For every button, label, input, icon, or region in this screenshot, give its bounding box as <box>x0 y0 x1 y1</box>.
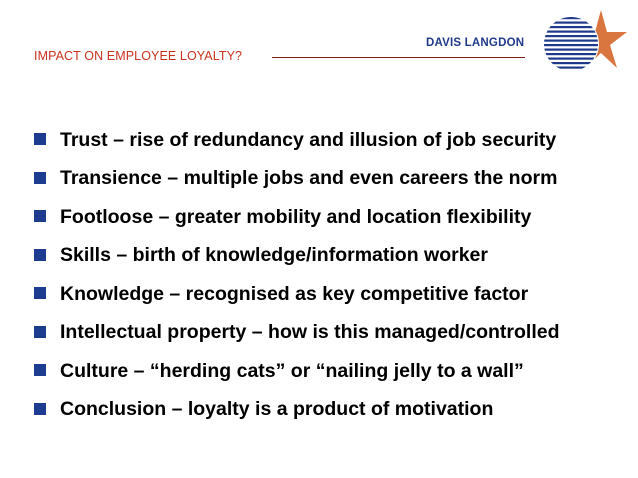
company-name: DAVIS LANGDON <box>426 37 525 49</box>
bullet-square-icon <box>34 326 46 338</box>
list-item <box>34 391 560 430</box>
bullet-text: Conclusion – loyalty is a product of motivation <box>60 398 494 421</box>
bullet-square-icon <box>34 403 46 415</box>
bullet-text: Knowledge – recognised as key competitive factor <box>60 282 529 305</box>
bullet-square-icon <box>34 364 46 376</box>
bullet-text: Intellectual property – how is this managed/controlled <box>60 321 560 344</box>
list-item <box>34 352 560 391</box>
list-item <box>34 121 560 160</box>
bullet-square-icon <box>34 210 46 222</box>
list-item <box>34 275 560 314</box>
list-item <box>34 237 560 276</box>
bullet-text: Trust – rise of redundancy and illusion of job security <box>60 128 557 151</box>
bullet-list <box>34 121 560 429</box>
title-divider <box>272 57 525 58</box>
list-item <box>34 198 560 237</box>
bullet-text: Transience – multiple jobs and even careers the norm <box>60 167 558 190</box>
bullet-text: Footloose – greater mobility and location flexibility <box>60 205 532 228</box>
bullet-text: Skills – birth of knowledge/information worker <box>60 244 488 267</box>
bullet-square-icon <box>34 133 46 145</box>
logo-globe-icon <box>541 16 601 72</box>
list-item <box>34 160 560 199</box>
bullet-text: Culture – “herding cats” or “nailing jelly to a wall” <box>60 359 524 382</box>
bullet-square-icon <box>34 172 46 184</box>
bullet-square-icon <box>34 249 46 261</box>
slide-title: IMPACT ON EMPLOYEE LOYALTY? <box>34 49 243 63</box>
davis-langdon-logo-icon <box>541 8 627 80</box>
bullet-square-icon <box>34 287 46 299</box>
list-item <box>34 314 560 353</box>
